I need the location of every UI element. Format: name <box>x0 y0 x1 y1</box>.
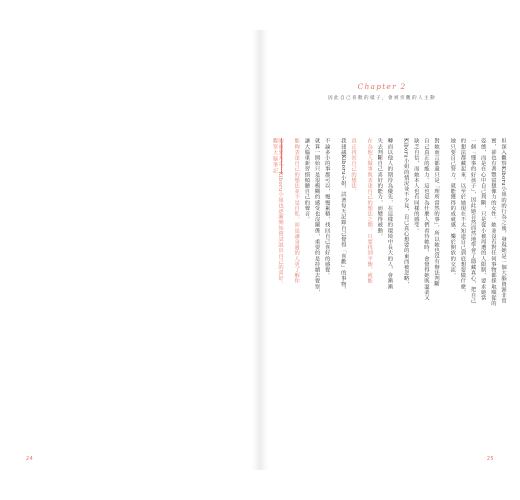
highlight-column: 真正找回自己的想法。 <box>349 138 356 194</box>
text-column: 但深入觀察Kiboru小姐的的行為之後，發現她是一個大腦資源非常 <box>500 138 506 304</box>
gutter-shadow <box>252 30 268 470</box>
chapter-heading <box>268 82 496 101</box>
highlight-column: 的重要方式。Kiboru小姐也逐漸開始嘗試說出自己的喜好。 <box>277 138 284 287</box>
chapter-subtitle: 因此自己喜歡的樣子，會被旁觀的人主動 <box>328 96 436 101</box>
text-column: 實，卻也有著豐富想像力的女性。她並沒有對任何事物都採取順從的 <box>489 138 496 306</box>
text-column: 不論多小的事都可以，慢慢累積，找回自己喜好的感覺。 <box>323 138 330 278</box>
right-page <box>268 30 506 470</box>
text-column: 的想法都藏起來。以至於她現在不太知道自己到底想要做什麼。 <box>459 138 466 295</box>
text-column: 姿態，而是在心中自己判斷，只是從小被周遭的人限制，要求她當 <box>479 138 486 301</box>
chapter-label: Chapter 2 <box>357 82 407 91</box>
text-column: 就算一開始只是很模糊的感受也沒關係，重要的是持續去覺察， <box>313 138 320 295</box>
right-page-number: 25 <box>486 456 494 462</box>
text-column: 對她而言都還只是「理所當然的事」，所以她也沒有辦法判斷 <box>433 138 440 287</box>
side-tab: 觀察大腦筆記 <box>272 138 282 174</box>
text-column: 轉而以他人的期待為優先，在這樣的環境中長大的人，會漸漸 <box>386 138 393 290</box>
body-text <box>275 138 508 416</box>
left-page-number: 24 <box>26 456 34 462</box>
text-column: 她只要自己努力，就能獲得的成就感、樂於開放的交流， <box>449 138 456 278</box>
text-column: 缺乏自信，而她本人也有同樣的感受。 <box>412 138 419 234</box>
text-column: 讓大腦重新習慣傾聽自己的聲音。 <box>303 138 310 222</box>
text-column: 我建議Kiboru小姐，試著每天記錄自己覺得「喜歡」的事物， <box>339 138 346 293</box>
left-page <box>24 30 252 470</box>
text-column: Kiboru小姐的情況並不少見，自己真心想要的東西被忽略， <box>402 138 409 287</box>
highlight-column: 在為他人做事與表達自己的想法之間，只要找到平衡，就能 <box>366 138 373 284</box>
text-column: 自己真正的能力。這也是為什麼人們看待她時，會覺得她既溫柔又 <box>422 138 429 301</box>
text-column: 失去判斷自己喜好的能力，而變得被動。 <box>376 138 383 239</box>
text-column: 一個「懂事的好孩子」，因此她自然而然地學會了隱藏真心，把自己 <box>469 138 476 304</box>
highlight-column: 能夠表達自己的想法並不是自私，而是讓身邊的人更了解你 <box>293 138 300 284</box>
